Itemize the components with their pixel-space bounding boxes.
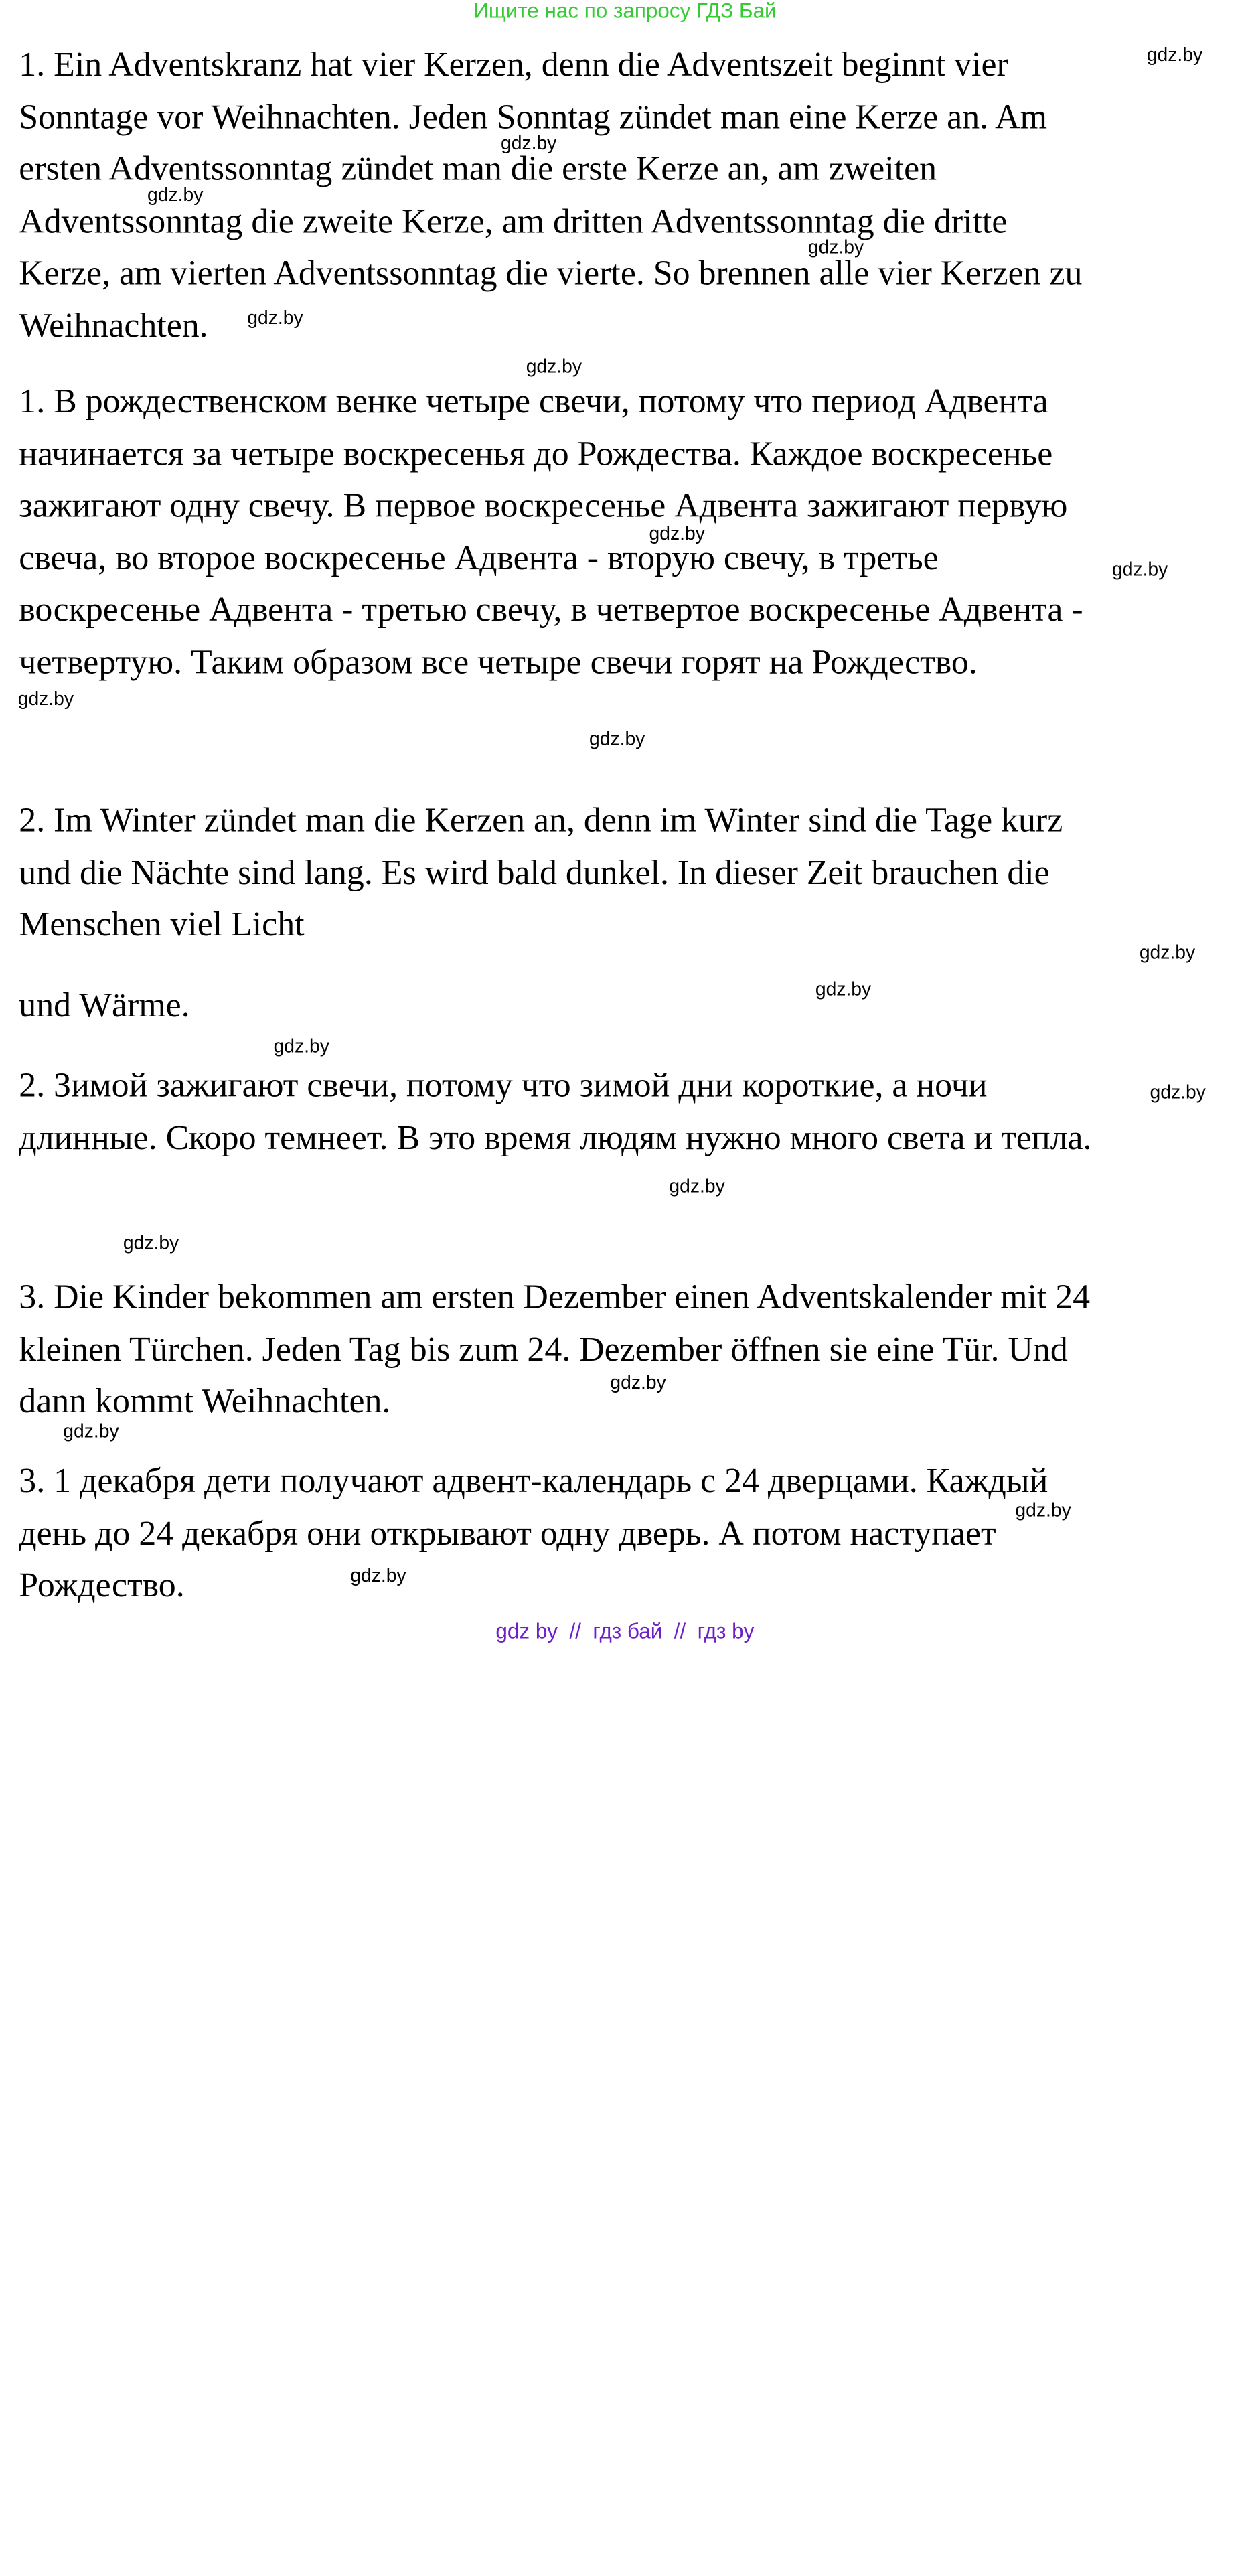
paragraph-1-ru (19, 377, 1083, 690)
text-line: Kerze, am vierten Adventssonntag die vierte. So brennen alle vier Kerzen zu (19, 254, 1083, 293)
text-line: 3. 1 декабря дети получают адвент-календарь с 24 дверцами. Каждый (19, 1462, 1048, 1501)
text-line: 2. Зимой зажигают свечи, потому что зимой дни короткие, а ночи (19, 1067, 988, 1105)
text-line: воскресенье Адвента - третью свечу, в четвертое воскресенье Адвента - (19, 591, 1083, 629)
text-line: Sonntage vor Weihnachten. Jeden Sonntag zündet man eine Kerze an. Am (19, 98, 1047, 137)
watermark: gdz.by (247, 307, 303, 329)
watermark: gdz.by (1139, 941, 1196, 963)
text-line: длинные. Скоро темнеет. В это время людям нужно много света и тепла. (19, 1119, 1092, 1157)
paragraph-2-de (19, 795, 1063, 952)
site-footer-links[interactable]: gdz by // гдз бай // гдз by (495, 1620, 755, 1644)
text-line: начинается за четыре воскресенья до Рождества. Каждое воскресенье (19, 435, 1053, 473)
text-line: Menschen viel Licht (19, 905, 305, 944)
paragraph-3-ru (19, 1456, 1048, 1612)
paragraph-3-de (19, 1272, 1090, 1428)
watermark: gdz.by (669, 1175, 725, 1197)
watermark: gdz.by (526, 356, 582, 377)
watermark: gdz.by (1150, 1081, 1206, 1103)
text-line: 2. Im Winter zündet man die Kerzen an, denn im Winter sind die Tage kurz (19, 802, 1063, 840)
watermark: gdz.by (147, 183, 204, 206)
watermark: gdz.by (589, 728, 645, 749)
watermark: gdz.by (350, 1564, 406, 1586)
text-line: Adventssonntag die zweite Kerze, am dritten Adventssonntag die dritte (19, 202, 1008, 241)
watermark: gdz.by (17, 688, 74, 710)
text-line: 3. Die Kinder bekommen am ersten Dezember einen Adventskalender mit 24 (19, 1278, 1091, 1316)
text-line: Weihnachten. (19, 307, 208, 345)
site-header-link[interactable]: Ищите нас по запросу ГДЗ Бай (473, 0, 777, 23)
paragraph-2-de-continued (19, 981, 189, 1033)
text-line: четвертую. Таким образом все четыре свечи горят на Рождество. (19, 643, 978, 682)
watermark: gdz.by (815, 978, 872, 1000)
text-line: день до 24 декабря они открывают одну дверь. А потом наступает (19, 1515, 996, 1553)
watermark: gdz.by (273, 1035, 329, 1057)
text-line: 1. В рождественском венке четыре свечи, потому что период Адвента (19, 382, 1048, 421)
text-line: 1. Ein Adventskranz hat vier Kerzen, denn die Adventszeit beginnt vier (19, 46, 1008, 84)
watermark: gdz.by (63, 1420, 119, 1442)
text-line: зажигают одну свечу. В первое воскресенье Адвента зажигают первую (19, 487, 1068, 526)
watermark: gdz.by (649, 522, 705, 544)
text-line: dann kommt Weihnachten. (19, 1382, 391, 1421)
text-line: und die Nächte sind lang. Es wird bald dunkel. In dieser Zeit brauchen die (19, 854, 1050, 892)
watermark: gdz.by (1111, 558, 1168, 580)
watermark: gdz.by (610, 1372, 666, 1393)
text-line: Рождество. (19, 1566, 185, 1605)
text-line: ersten Adventssonntag zündet man die erste Kerze an, am zweiten (19, 150, 937, 189)
text-line: свеча, во второе воскресенье Адвента - вторую свечу, в третье (19, 539, 939, 577)
watermark: gdz.by (1015, 1499, 1071, 1521)
watermark: gdz.by (123, 1232, 179, 1254)
text-line: kleinen Türchen. Jeden Tag bis zum 24. Dezember öffnen sie eine Tür. Und (19, 1331, 1068, 1369)
text-line: und Wärme. (19, 986, 190, 1025)
watermark: gdz.by (807, 236, 864, 258)
watermark: gdz.by (1146, 44, 1203, 66)
watermark: gdz.by (500, 132, 557, 154)
paragraph-2-ru (19, 1061, 1091, 1165)
